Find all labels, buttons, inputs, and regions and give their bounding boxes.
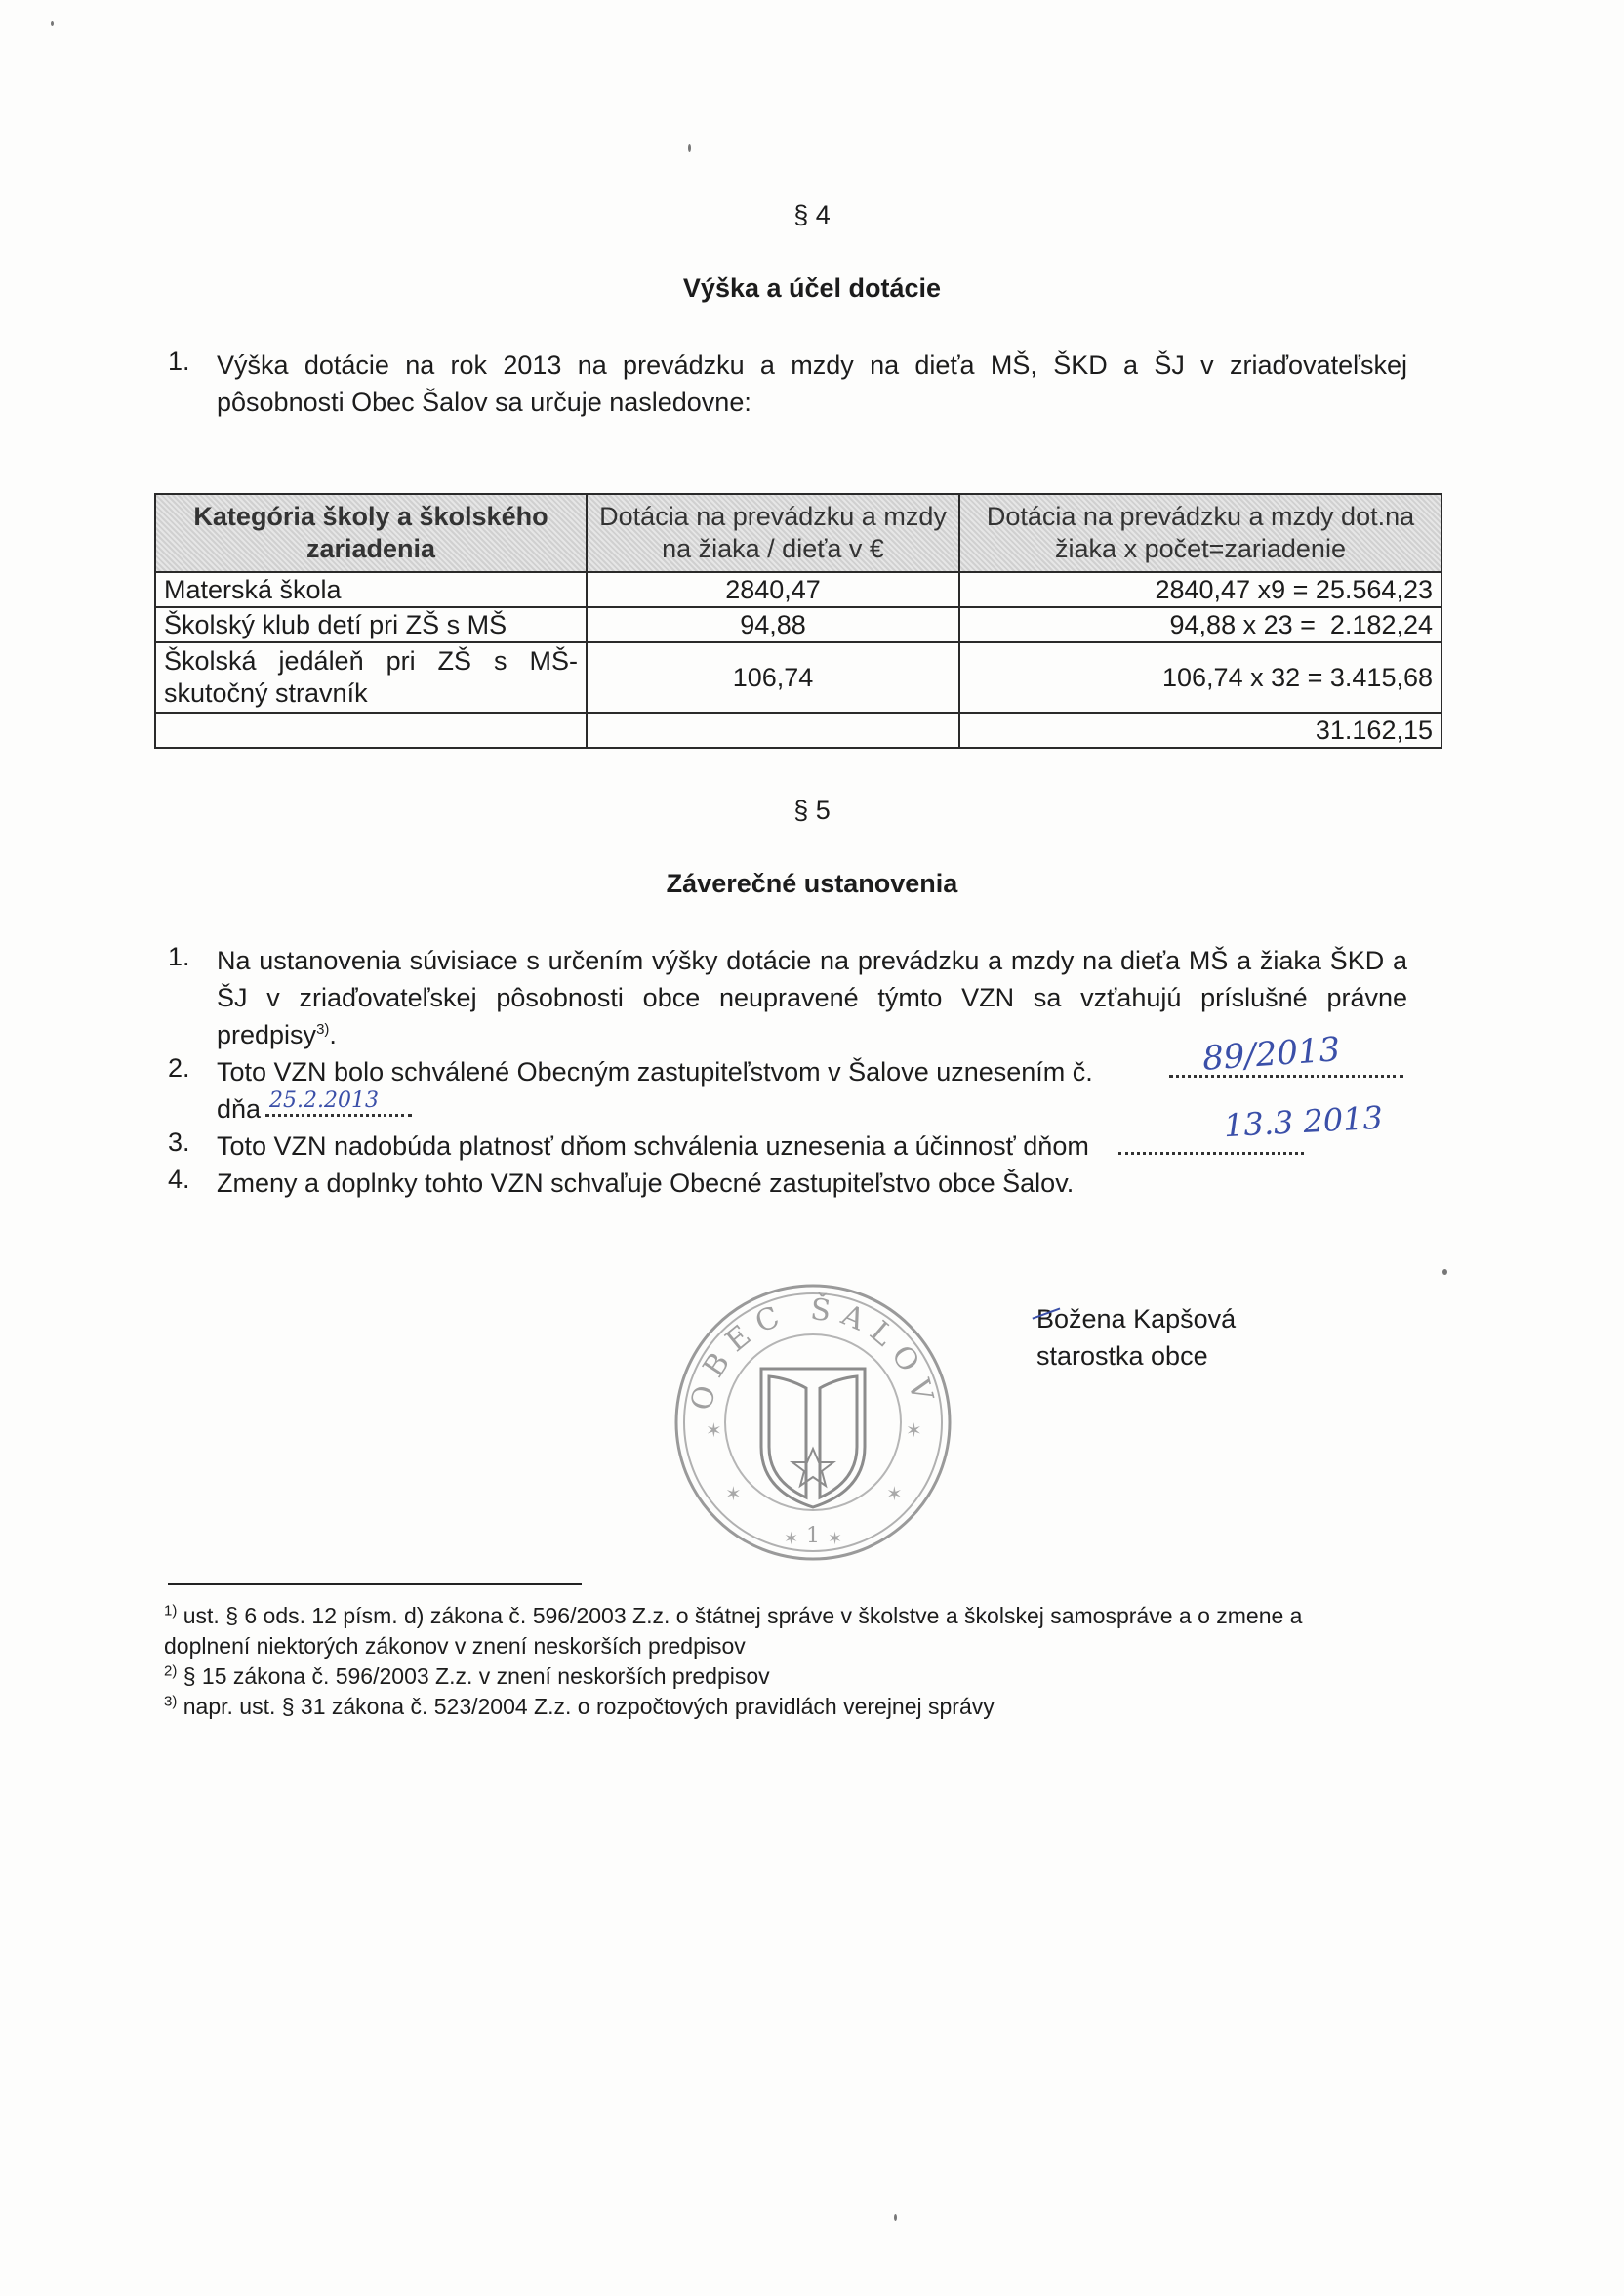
signer-name: Božena Kapšová (1036, 1304, 1237, 1333)
handwritten-resolution-number: 89/2013 (1200, 1030, 1342, 1079)
table-cell-category: Materská škola (155, 572, 587, 607)
scan-speck (1442, 1269, 1447, 1275)
star-icon: ✶ (784, 1529, 799, 1548)
paragraph-line: Na ustanovenia súvisiace s určením výšky dotácie na prevádzku a mzdy na dieťa MŠ a žiaka ŠKD a (217, 946, 1407, 975)
scan-speck (894, 2214, 897, 2221)
table-header-per-pupil: Dotácia na prevádzku a mzdy na žiaka / dieťa v € (587, 494, 959, 572)
footnote-text: ust. § 6 ods. 12 písm. d) zákona č. 596/2003 Z.z. o štátnej správe v školstve a školskej samospráve a o zmene a (177, 1603, 1303, 1628)
table-header-total: Dotácia na prevádzku a mzdy dot.na žiaka x počet=zariadenie (959, 494, 1441, 572)
table-header-row (155, 494, 1441, 572)
stamp-text: OBEC ŠALOV (684, 1292, 942, 1414)
footnote-separator (168, 1583, 582, 1585)
item-number: 3. (168, 1128, 190, 1157)
scan-speck (688, 144, 691, 152)
paragraph-line: Výška dotácie na rok 2013 na prevádzku a mzdy na dieťa MŠ, ŠKD a ŠJ v zriaďovateľskej (217, 350, 1407, 380)
paragraph-text: Toto VZN bolo schválené Obecným zastupiteľstvom v Šalove uznesením č. (217, 1057, 1093, 1086)
table-row (155, 607, 1441, 642)
item-number: 4. (168, 1165, 190, 1194)
item-number: 1. (168, 942, 190, 971)
footnote-3 (164, 1692, 1433, 1722)
star-icon: ✶ (706, 1420, 722, 1442)
handwritten-effective-date: 13.3 2013 (1223, 1098, 1384, 1145)
municipal-seal-stamp (671, 1281, 954, 1564)
paragraph-line: pôsobnosti Obec Šalov sa určuje nasledovne: (217, 388, 751, 417)
table-cell-category: Školský klub detí pri ZŠ s MŠ (155, 607, 587, 642)
footnote-mark: 3) (164, 1693, 178, 1710)
table-cell-total: 106,74 x 32 = 3.415,68 (959, 642, 1441, 713)
paragraph-line: Zmeny a doplnky tohto VZN schvaľuje Obecné zastupiteľstvo obce Šalov. (217, 1168, 1075, 1198)
table-cell-per-pupil: 94,88 (587, 607, 959, 642)
table-row (155, 572, 1441, 607)
section-5-heading: Záverečné ustanovenia (666, 869, 958, 898)
star-icon: ✶ (828, 1529, 843, 1548)
footnote-mark: 1) (164, 1602, 178, 1620)
table-cell-total: 2840,47 x9 = 25.564,23 (959, 572, 1441, 607)
footnote-text: § 15 zákona č. 596/2003 Z.z. v znení neskorších predpisov (177, 1663, 770, 1689)
footnote-text: napr. ust. § 31 zákona č. 523/2004 Z.z. o rozpočtových pravidlách verejnej správy (177, 1694, 995, 1719)
footnote-1 (164, 1601, 1433, 1631)
blank-date-line (265, 1114, 412, 1117)
stamp-number: 1 (806, 1524, 820, 1548)
paragraph-line: ŠJ v zriaďovateľskej pôsobnosti obce neupravené týmto VZN sa vzťahujú príslušné právne (217, 983, 1407, 1012)
table-row (155, 642, 1441, 713)
footnote-mark: 2) (164, 1662, 178, 1680)
table-cell-empty (155, 713, 587, 748)
scan-speck (51, 21, 54, 26)
table-header-category: Kategória školy a školského zariadenia (155, 494, 587, 572)
coat-of-arms-icon (761, 1369, 865, 1507)
signer-role: starostka obce (1036, 1341, 1208, 1371)
paragraph-text: . (329, 1020, 337, 1049)
subsidy-table (154, 493, 1442, 749)
table-total-row (155, 713, 1441, 748)
table-total-value: 31.162,15 (959, 713, 1441, 748)
section-4-symbol: § 4 (793, 200, 831, 229)
star-icon: ✶ (906, 1420, 922, 1442)
table-cell-per-pupil: 2840,47 (587, 572, 959, 607)
handwritten-date: 25.2.2013 (269, 1088, 379, 1113)
section-4-heading: Výška a účel dotácie (682, 273, 942, 303)
footnote-1-continued: doplnení niektorých zákonov v znení neskorších predpisov (164, 1633, 746, 1659)
paragraph-text: predpisy (217, 1020, 317, 1049)
paragraph-line: dňa (217, 1094, 262, 1124)
item-number: 1. (168, 347, 190, 376)
footnote-ref: 3) (316, 1021, 330, 1038)
table-cell-total: 94,88 x 23 = 2.182,24 (959, 607, 1441, 642)
table-cell-category: Školská jedáleň pri ZŠ s MŠ-skutočný stravník (155, 642, 587, 713)
blank-effective-date-line (1118, 1152, 1304, 1155)
table-cell-empty (587, 713, 959, 748)
table-cell-per-pupil: 106,74 (587, 642, 959, 713)
section-5-symbol: § 5 (793, 796, 831, 825)
paragraph-line: Toto VZN nadobúda platnosť dňom schválenia uznesenia a účinnosť dňom (217, 1131, 1089, 1161)
item-number: 2. (168, 1053, 190, 1083)
footnote-2 (164, 1661, 1433, 1692)
star-icon: ✶ (725, 1484, 742, 1505)
star-icon: ✶ (886, 1484, 903, 1505)
